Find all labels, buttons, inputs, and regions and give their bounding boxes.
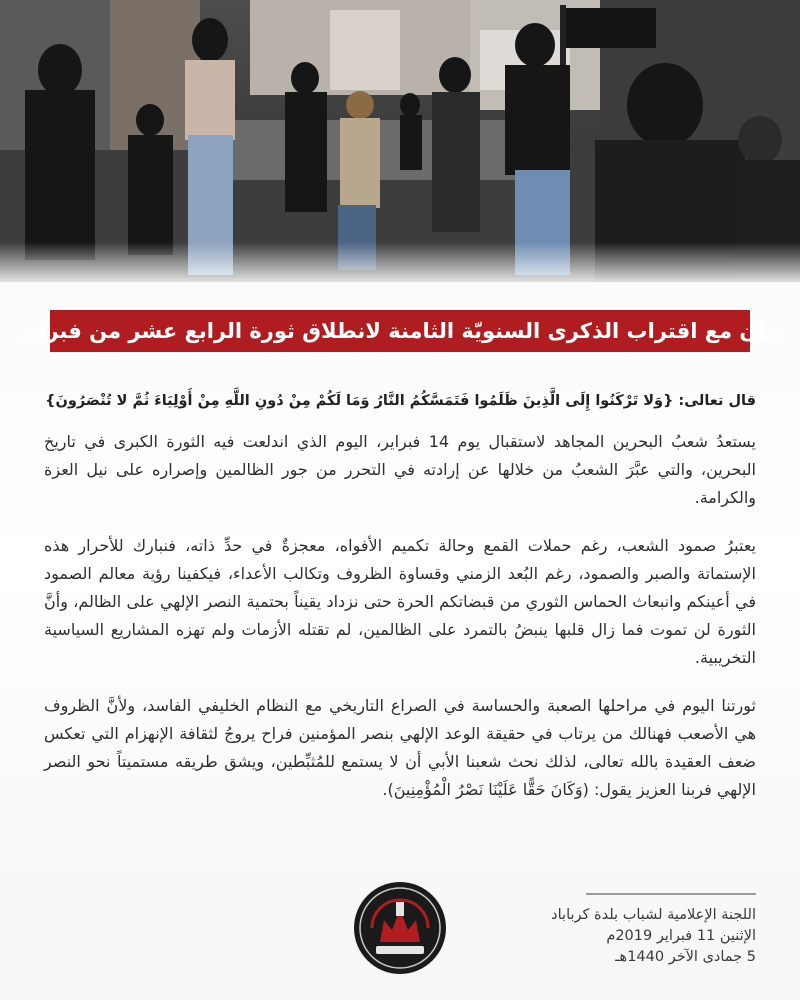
quran-verse: قال تعالى: {وَلا تَرْكَنُوا إِلَى الَّذِينَ ظَلَمُوا فَتَمَسَّكُمُ النَّارُ وَمَا لَكُمْ مِنْ دُونِ اللَّهِ مِنْ أَوْلِيَاءَ ثُمَّ لا تُنْصَرُونَ} (45, 393, 756, 409)
header-photo (0, 0, 800, 282)
paragraph-1: يستعدُ شعبُ البحرين المجاهد لاستقبال يوم 14 فبراير، اليوم الذي اندلعت فيه الثورة الكبرى في تاريخ البحرين، والتي عبَّرَ الشعبُ من خلالها عن إرادته في التحرر من جور الظالمين وإصراره على نيل العزة والكرامة. (44, 432, 756, 507)
photo-fade (0, 242, 800, 282)
protest-photo-illustration (0, 0, 800, 282)
signature-block (496, 905, 756, 968)
signature-date-hijri: 5 جمادى الآخر 1440هـ (615, 949, 756, 965)
title-banner (18, 310, 782, 352)
signature-date-gregorian: الإثنين 11 فبراير 2019م (606, 928, 756, 944)
paragraph-3: ثورتنا اليوم في مراحلها الصعبة والحساسة في الصراع التاريخي مع النظام الخليفي الفاسد، ولأنَّ الظروف هي الأصعب فهنالك من يرتاب في حقيقة الوعد الإلهي بنصر المؤمنين فراح يروجُ لثقافة الإنهزام التي تعكس ضعف العقيدة بالله تعالى، لذلك نحث شعبنا الأبي أن لا يستمع للمُثبِّطين، ويشق طريقه مستميتاً نحو النصر الإلهي فربنا العزيز يقول: (وَكَانَ حَقًّا عَلَيْنَا نَصْرُ الْمُؤْمِنِينَ). (44, 696, 756, 799)
signature-org: اللجنة الإعلامية لشباب بلدة كرباباد (551, 907, 756, 923)
footer-divider (586, 893, 756, 895)
statement-body (44, 388, 756, 824)
organization-emblem-icon (352, 880, 448, 976)
paragraph-2: يعتبرُ صمود الشعب، رغم حملات القمع وحالة تكميم الأفواه، معجزةٌ في حدِّ ذاته، فنبارك للأحرار هذه الإستماتة والصبر والصمود، رغم البُعد الزمني وقساوة الظروف وتكالب الأعداء، فيكفينا رؤية معالم الصمود في أعينكم وانبعاث الحماس الثوري من قبضاتكم الحرة حتى نزداد يقيناً بحتمية النصر الإلهي على الظالم، وأنَّ الثورة لن تموت فما زال قلبها ينبضُ بالتمرد على الظالمين، لم تقتله الأزمات ولم تهزه المشاريع السياسية التخريبية. (44, 536, 756, 667)
page-title: بيان مع اقتراب الذكرى السنويّة الثامنة لانطلاق ثورة الرابع عشر من فبراير (18, 319, 782, 343)
